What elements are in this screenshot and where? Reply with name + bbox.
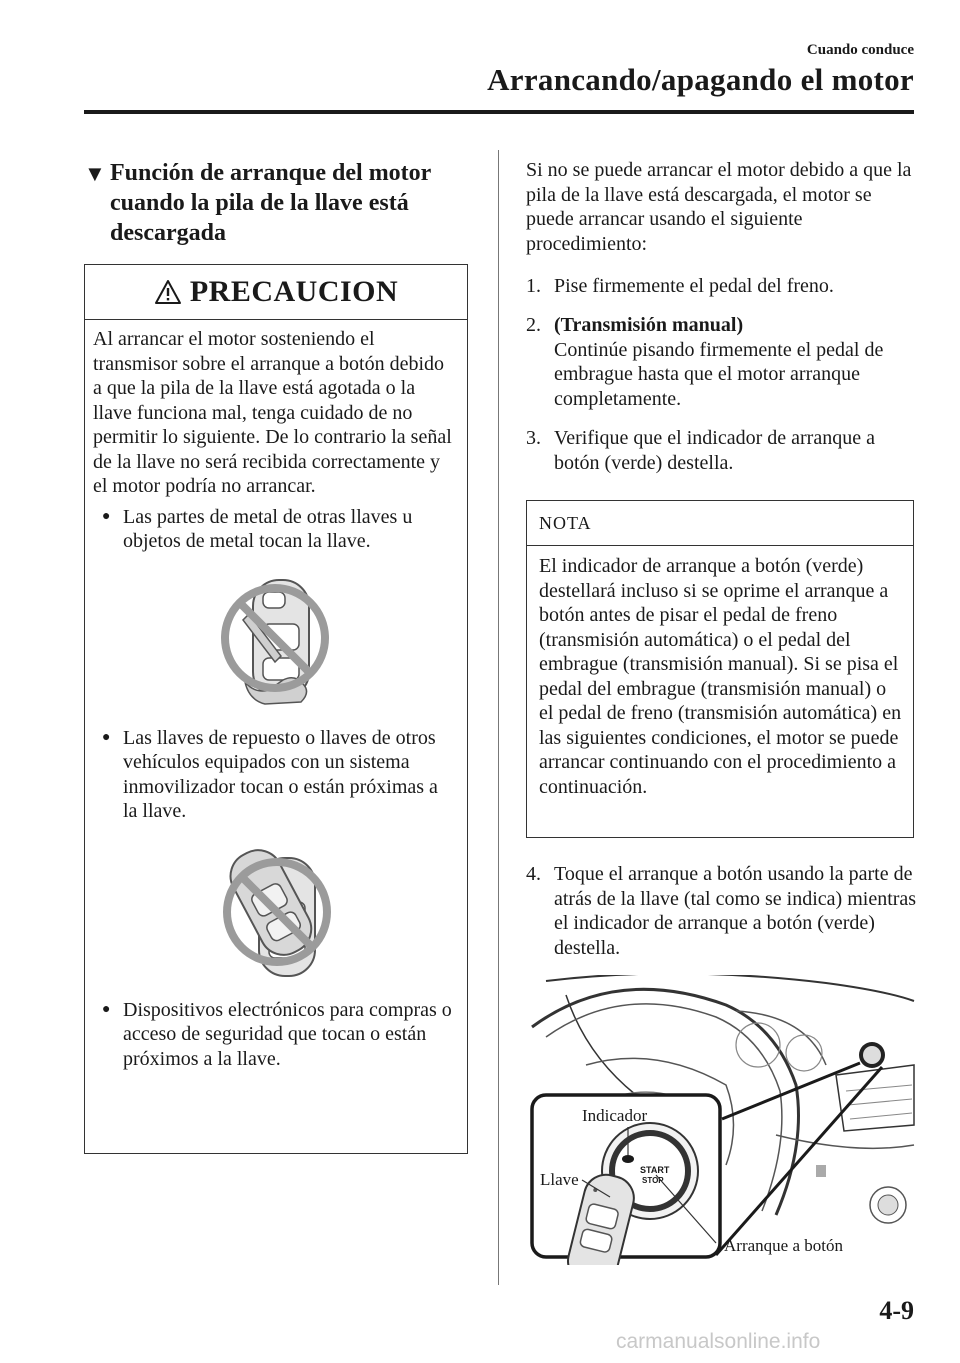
start-button-figure (526, 975, 916, 1265)
bullet-icon: ● (102, 729, 111, 745)
label-key: Llave (540, 1170, 579, 1189)
note-label: NOTA (539, 513, 592, 533)
caution-label: PRECAUCION (189, 275, 399, 308)
step-2 (526, 313, 920, 411)
intro-text: Si no se puede arrancar el motor debido a que la pila de la llave está descargada, el motor se puede arrancar usando el siguiente procedimiento: (526, 159, 912, 255)
step-number: 4. (526, 863, 541, 885)
step-4 (526, 862, 920, 960)
step-number: 2. (526, 314, 541, 336)
button-stop-label: STOP (642, 1176, 664, 1185)
caution-body (93, 327, 457, 1071)
caution-bullet (93, 726, 457, 824)
button-start-label: START (640, 1165, 670, 1175)
caution-bullet-text: Dispositivos electrónicos para compras o acceso de seguridad que tocan o están próximos a la llave. (123, 998, 452, 1070)
section-title-text: Función de arranque del motor cuando la pila de la llave está descargada (110, 160, 431, 246)
label-start-button: Arranque a botón (724, 1236, 843, 1255)
caution-bullet-text: Las partes de metal de otras llaves u objetos de metal tocan la llave. (123, 505, 413, 552)
section-title (84, 158, 484, 248)
caution-header (85, 265, 467, 320)
triangle-down-icon: ▼ (84, 161, 106, 186)
page-number: 4-9 (879, 1296, 914, 1325)
key-metal-objects-figure (205, 562, 345, 712)
bullet-icon: ● (102, 508, 111, 524)
step-1 (526, 274, 920, 299)
caution-bullet (93, 998, 457, 1072)
note-box (526, 500, 914, 838)
step-text: Continúe pisando firmemente el pedal de embrague hasta que el motor arranque completamente. (554, 338, 884, 410)
step-3 (526, 426, 920, 475)
warning-icon (154, 279, 182, 305)
label-indicator: Indicador (582, 1106, 648, 1125)
bullet-icon: ● (102, 1001, 111, 1017)
step-text: Pise firmemente el pedal del freno. (554, 275, 834, 297)
step-text: Toque el arranque a botón usando la parte de atrás de la llave (tal como se indica) mientras el indicador de arranque a botón (verde) destella. (554, 863, 917, 959)
indicator-light (622, 1155, 634, 1163)
header-section: Cuando conduce (806, 42, 914, 58)
step-number: 3. (526, 427, 541, 449)
note-header (527, 501, 913, 546)
note-body: El indicador de arranque a botón (verde) destellará incluso si se oprime el arranque a botón antes de pisar el pedal de freno (transmisión automática) o el pedal del embrague (transmisión manual). Si se pisa el pedal del embrague (transmisión manual) o el pedal de freno (transmisión automática) en las siguientes condiciones, el motor se puede arrancar continuando con el procedimiento a continuación. (539, 555, 902, 798)
header-rule (84, 110, 914, 114)
key-spare-keys-figure (205, 836, 345, 986)
step-number: 1. (526, 275, 541, 297)
intro-paragraph (526, 158, 920, 256)
caution-bullet-text: Las llaves de repuesto o llaves de otros vehículos equipados con un sistema inmovilizador tocan o están próximas a la llave. (123, 726, 438, 822)
header-title: Arrancando/apagando el motor (487, 62, 914, 97)
column-divider (498, 150, 499, 1285)
caution-box (84, 264, 468, 1154)
step-text: Verifique que el indicador de arranque a botón (verde) destella. (554, 427, 875, 474)
caution-intro: Al arrancar el motor sosteniendo el transmisor sobre el arranque a botón debido a que la pila de la llave está agotada o la llave funciona mal, tenga cuidado de no permitir lo siguiente. De lo contrario la señal de la llave no será recibida correctamente y el motor podría no arrancar. (93, 328, 452, 497)
step-heading: (Transmisión manual) (554, 314, 744, 336)
watermark: carmanualsonline.info (616, 1330, 821, 1353)
caution-bullet (93, 505, 457, 554)
